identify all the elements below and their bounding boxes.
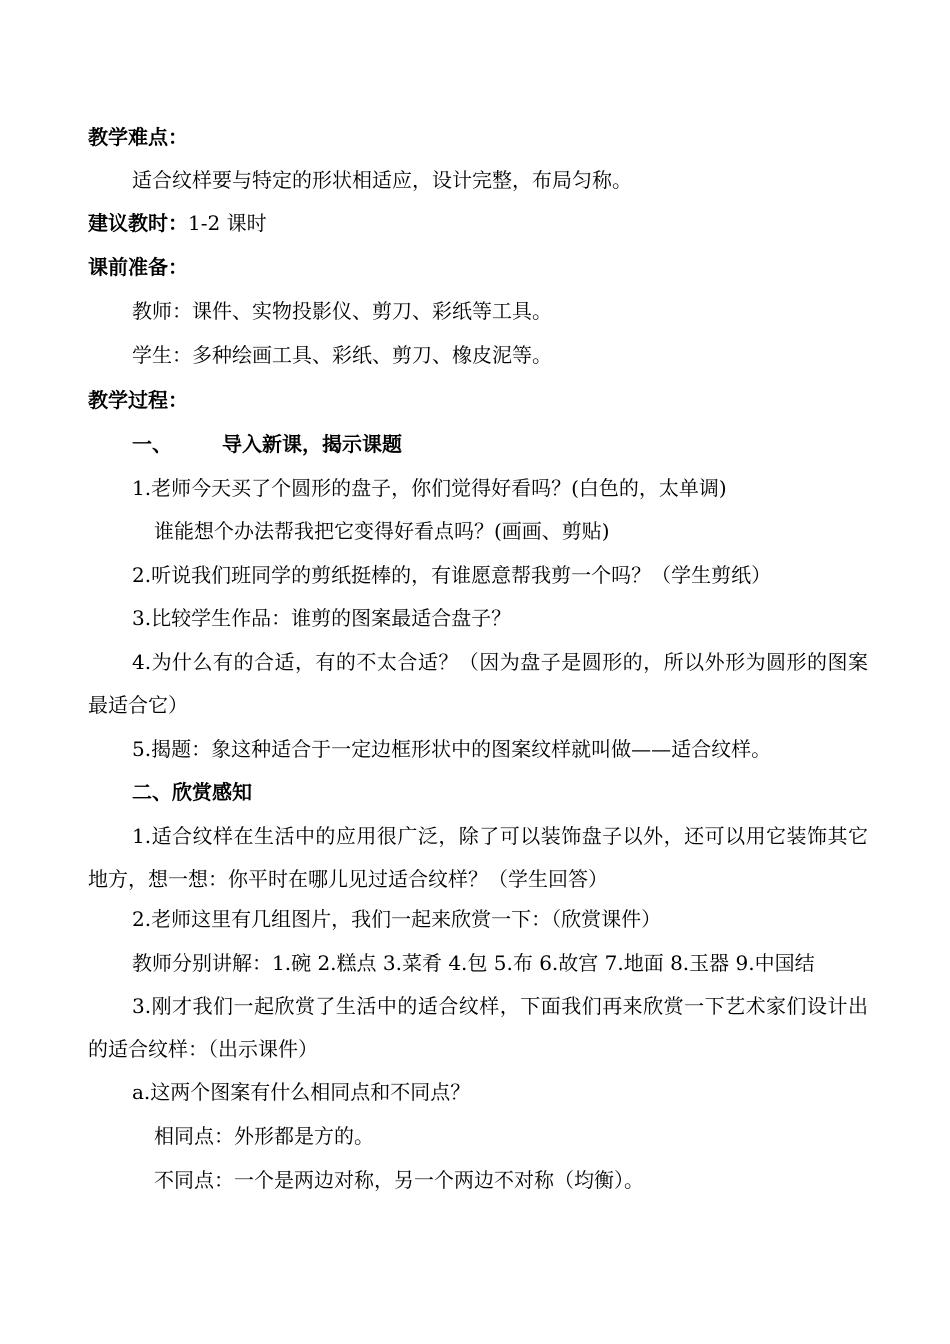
time-line bbox=[88, 209, 267, 237]
s2-item3-diff: 不同点：一个是两边对称，另一个两边不对称（均衡）。 bbox=[154, 1168, 644, 1192]
s2-item2: 2.老师这里有几组图片，我们一起来欣赏一下：（欣赏课件） bbox=[132, 907, 662, 931]
difficulty-heading: 教学难点： bbox=[88, 125, 188, 149]
s1-item4: 4.为什么有的合适，有的不太合适？（因为盘子是圆形的，所以外形为圆形的图案最适合它） bbox=[88, 650, 868, 717]
section1-number: 一、 bbox=[132, 432, 172, 456]
section1-heading bbox=[132, 430, 402, 458]
process-heading: 教学过程： bbox=[88, 388, 188, 412]
time-value: 1-2 课时 bbox=[188, 211, 267, 235]
s2-item3-question: a.这两个图案有什么相同点和不同点？ bbox=[132, 1080, 471, 1104]
prep-teacher: 教师：课件、实物投影仪、剪刀、彩纸等工具。 bbox=[132, 299, 552, 323]
s1-item1-sub: 谁能想个办法帮我把它变得好看点吗？(画画、剪贴) bbox=[154, 519, 610, 543]
s2-item2-detail: 教师分别讲解：1.碗 2.糕点 3.菜肴 4.包 5.布 6.故宫 7.地面 8.玉器 9.中国结 bbox=[132, 951, 815, 975]
s1-item3: 3.比较学生作品：谁剪的图案最适合盘子？ bbox=[132, 606, 512, 630]
s1-item2: 2.听说我们班同学的剪纸挺棒的，有谁愿意帮我剪一个吗？（学生剪纸） bbox=[132, 563, 772, 587]
s1-item1: 1.老师今天买了个圆形的盘子，你们觉得好看吗？(白色的，太单调) bbox=[132, 476, 727, 500]
time-heading: 建议教时： bbox=[88, 211, 188, 235]
section2-heading: 二、欣赏感知 bbox=[132, 780, 252, 804]
s2-item3-same: 相同点：外形都是方的。 bbox=[154, 1124, 374, 1148]
s2-item3: 3.刚才我们一起欣赏了生活中的适合纹样，下面我们再来欣赏一下艺术家们设计出的适合纹样：（出示课件） bbox=[88, 994, 868, 1061]
s2-item1: 1.适合纹样在生活中的应用很广泛，除了可以装饰盘子以外，还可以用它装饰其它地方，想一想：你平时在哪儿见过适合纹样？（学生回答） bbox=[88, 824, 868, 891]
section1-title: 导入新课，揭示课题 bbox=[222, 432, 402, 456]
difficulty-text: 适合纹样要与特定的形状相适应，设计完整，布局匀称。 bbox=[132, 168, 632, 192]
prep-heading: 课前准备： bbox=[88, 255, 188, 279]
prep-student: 学生：多种绘画工具、彩纸、剪刀、橡皮泥等。 bbox=[132, 343, 552, 367]
s1-item5: 5.揭题：象这种适合于一定边框形状中的图案纹样就叫做——适合纹样。 bbox=[132, 737, 772, 761]
